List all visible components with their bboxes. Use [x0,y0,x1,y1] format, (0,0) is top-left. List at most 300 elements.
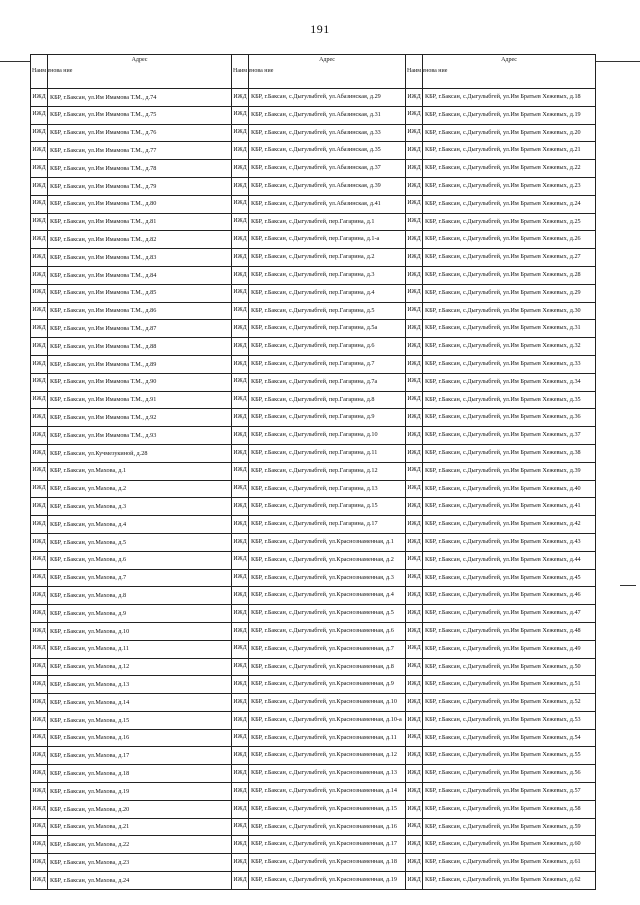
building-type-cell: ИЖД [31,231,48,249]
address-cell: КБР, г.Баксан, с.Дыгулыбгей, ул.Им Братьев Хежевых, д.50 [423,658,596,676]
address-cell: КБР, г.Баксан, ул.Махова, д.13 [48,676,232,694]
building-type-cell: ИЖД [31,694,48,712]
building-type-cell: ИЖД [232,124,249,142]
address-cell: КБР, г.Баксан, с.Дыгулыбгей, ул.Им Братьев Хежевых, д.37 [423,427,596,445]
building-type-cell: ИЖД [406,409,423,427]
table-row [31,587,596,605]
building-type-cell: ИЖД [232,160,249,178]
address-cell: КБР, г.Баксан, с.Дыгулыбгей, ул.Им Братьев Хежевых, д.26 [423,231,596,249]
address-cell: КБР, г.Баксан, с.Дыгулыбгей, ул.Им Братьев Хежевых, д.53 [423,711,596,729]
building-type-cell: ИЖД [31,747,48,765]
building-type-cell: ИЖД [31,800,48,818]
building-type-cell: ИЖД [31,551,48,569]
building-type-cell: ИЖД [31,462,48,480]
address-cell: КБР, г.Баксан, с.Дыгулыбгей, пер.Гагарина, д.12 [249,462,406,480]
building-type-cell: ИЖД [31,836,48,854]
address-cell: КБР, г.Баксан, с.Дыгулыбгей, ул.Краснознаменная, д.4 [249,587,406,605]
building-type-cell: ИЖД [232,854,249,872]
address-cell: КБР, г.Баксан, с.Дыгулыбгей, ул.Краснознаменная, д.11 [249,729,406,747]
building-type-cell: ИЖД [31,480,48,498]
building-type-cell: ИЖД [232,605,249,623]
address-cell: КБР, г.Баксан, с.Дыгулыбгей, пер.Гагарина, д.15 [249,498,406,516]
building-type-cell: ИЖД [406,266,423,284]
table-row [31,729,596,747]
building-type-cell: ИЖД [406,551,423,569]
address-cell: КБР, г.Баксан, ул.Махова, д.14 [48,694,232,712]
header-address-3: Адрес [423,55,596,89]
table-row [31,480,596,498]
table-row [31,320,596,338]
address-cell: КБР, г.Баксан, ул.Махова, д.23 [48,854,232,872]
table-row [31,800,596,818]
address-cell: КБР, г.Баксан, с.Дыгулыбгей, ул.Им Братьев Хежевых, д.40 [423,480,596,498]
address-cell: КБР, г.Баксан, с.Дыгулыбгей, ул.Краснознаменная, д.14 [249,783,406,801]
building-type-cell: ИЖД [232,106,249,124]
building-type-cell: ИЖД [406,711,423,729]
table-row [31,373,596,391]
building-type-cell: ИЖД [31,391,48,409]
address-cell: КБР, г.Баксан, ул.Махова, д.8 [48,587,232,605]
address-cell: КБР, г.Баксан, с.Дыгулыбгей, ул.Им Братьев Хежевых, д.51 [423,676,596,694]
building-type-cell: ИЖД [31,818,48,836]
building-type-cell: ИЖД [31,177,48,195]
building-type-cell: ИЖД [232,142,249,160]
address-cell: КБР, г.Баксан, с.Дыгулыбгей, ул.Им Братьев Хежевых, д.35 [423,391,596,409]
building-type-cell: ИЖД [232,765,249,783]
address-cell: КБР, г.Баксан, с.Дыгулыбгей, ул.Им Братьев Хежевых, д.32 [423,338,596,356]
address-cell: КБР, г.Баксан, с.Дыгулыбгей, ул.Абазинская, д.37 [249,160,406,178]
building-type-cell: ИЖД [232,818,249,836]
building-type-cell: ИЖД [31,266,48,284]
address-cell: КБР, г.Баксан, с.Дыгулыбгей, ул.Им Братьев Хежевых, д.60 [423,836,596,854]
table-header-row [31,55,596,89]
address-cell: КБР, г.Баксан, с.Дыгулыбгей, ул.Им Братьев Хежевых, д.19 [423,106,596,124]
building-type-cell: ИЖД [232,587,249,605]
building-type-cell: ИЖД [31,587,48,605]
building-type-cell: ИЖД [406,462,423,480]
building-type-cell: ИЖД [232,516,249,534]
address-cell: КБР, г.Баксан, с.Дыгулыбгей, ул.Им Братьев Хежевых, д.45 [423,569,596,587]
address-cell: КБР, г.Баксан, ул.Им Имамова Т.М., д.83 [48,249,232,267]
address-cell: КБР, г.Баксан, с.Дыгулыбгей, ул.Им Братьев Хежевых, д.38 [423,444,596,462]
table-row [31,533,596,551]
building-type-cell: ИЖД [406,605,423,623]
building-type-cell: ИЖД [232,320,249,338]
building-type-cell: ИЖД [31,622,48,640]
address-cell: КБР, г.Баксан, ул.Махова, д.1 [48,462,232,480]
address-cell: КБР, г.Баксан, ул.Махова, д.22 [48,836,232,854]
address-cell: КБР, г.Баксан, с.Дыгулыбгей, пер.Гагарина, д.5а [249,320,406,338]
building-type-cell: ИЖД [232,409,249,427]
building-type-cell: ИЖД [406,872,423,890]
address-cell: КБР, г.Баксан, с.Дыгулыбгей, ул.Им Братьев Хежевых, д.31 [423,320,596,338]
building-type-cell: ИЖД [406,516,423,534]
building-type-cell: ИЖД [31,765,48,783]
address-cell: КБР, г.Баксан, ул.Махова, д.10 [48,622,232,640]
table-row [31,711,596,729]
address-cell: КБР, г.Баксан, ул.Махова, д.20 [48,800,232,818]
building-type-cell: ИЖД [232,569,249,587]
building-type-cell: ИЖД [232,355,249,373]
address-cell: КБР, г.Баксан, с.Дыгулыбгей, ул.Им Братьев Хежевых, д.62 [423,872,596,890]
address-cell: КБР, г.Баксан, ул.Им Имамова Т.М., д.74 [48,89,232,107]
building-type-cell: ИЖД [406,213,423,231]
building-type-cell: ИЖД [31,854,48,872]
building-type-cell: ИЖД [232,231,249,249]
building-type-cell: ИЖД [31,142,48,160]
building-type-cell: ИЖД [31,676,48,694]
address-cell: КБР, г.Баксан, с.Дыгулыбгей, ул.Им Братьев Хежевых, д.29 [423,284,596,302]
building-type-cell: ИЖД [406,729,423,747]
building-type-cell: ИЖД [31,284,48,302]
address-cell: КБР, г.Баксан, ул.Махова, д.12 [48,658,232,676]
building-type-cell: ИЖД [232,533,249,551]
margin-rule-left [0,61,30,62]
address-cell: КБР, г.Баксан, с.Дыгулыбгей, ул.Им Братьев Хежевых, д.27 [423,249,596,267]
building-type-cell: ИЖД [232,747,249,765]
header-address-2: Адрес [249,55,406,89]
address-cell: КБР, г.Баксан, с.Дыгулыбгей, ул.Им Братьев Хежевых, д.30 [423,302,596,320]
building-type-cell: ИЖД [232,676,249,694]
building-type-cell: ИЖД [406,676,423,694]
building-type-cell: ИЖД [232,783,249,801]
building-type-cell: ИЖД [406,373,423,391]
address-cell: КБР, г.Баксан, ул.Им Имамова Т.М., д.85 [48,284,232,302]
table-row [31,444,596,462]
address-cell: КБР, г.Баксан, с.Дыгулыбгей, пер.Гагарина, д.7 [249,355,406,373]
address-cell: КБР, г.Баксан, с.Дыгулыбгей, ул.Им Братьев Хежевых, д.22 [423,160,596,178]
building-type-cell: ИЖД [31,213,48,231]
table-row [31,836,596,854]
address-cell: КБР, г.Баксан, с.Дыгулыбгей, пер.Гагарина, д.6 [249,338,406,356]
table-row [31,106,596,124]
building-type-cell: ИЖД [31,320,48,338]
address-cell: КБР, г.Баксан, с.Дыгулыбгей, ул.Им Братьев Хежевых, д.42 [423,516,596,534]
header-type-1: Наим енова ние [31,55,48,89]
address-cell: КБР, г.Баксан, с.Дыгулыбгей, ул.Им Братьев Хежевых, д.36 [423,409,596,427]
address-cell: КБР, г.Баксан, с.Дыгулыбгей, пер.Гагарина, д.10 [249,427,406,445]
address-cell: КБР, г.Баксан, с.Дыгулыбгей, ул.Краснознаменная, д.6 [249,622,406,640]
building-type-cell: ИЖД [232,444,249,462]
address-cell: КБР, г.Баксан, с.Дыгулыбгей, пер.Гагарина, д.13 [249,480,406,498]
building-type-cell: ИЖД [406,569,423,587]
address-cell: КБР, г.Баксан, с.Дыгулыбгей, ул.Им Братьев Хежевых, д.57 [423,783,596,801]
address-table [30,54,596,890]
address-cell: КБР, г.Баксан, с.Дыгулыбгей, ул.Краснознаменная, д.7 [249,640,406,658]
address-cell: КБР, г.Баксан, с.Дыгулыбгей, ул.Краснознаменная, д.17 [249,836,406,854]
address-cell: КБР, г.Баксан, с.Дыгулыбгей, ул.Им Братьев Хежевых, д.56 [423,765,596,783]
table-row [31,213,596,231]
building-type-cell: ИЖД [406,640,423,658]
table-row [31,498,596,516]
address-cell: КБР, г.Баксан, с.Дыгулыбгей, ул.Им Братьев Хежевых, д.24 [423,195,596,213]
address-cell: КБР, г.Баксан, с.Дыгулыбгей, ул.Краснознаменная, д.5 [249,605,406,623]
table-row [31,266,596,284]
address-cell: КБР, г.Баксан, ул.Им Имамова Т.М., д.75 [48,106,232,124]
table-row [31,338,596,356]
building-type-cell: ИЖД [406,302,423,320]
building-type-cell: ИЖД [31,106,48,124]
building-type-cell: ИЖД [406,391,423,409]
address-cell: КБР, г.Баксан, с.Дыгулыбгей, пер.Гагарина, д.5 [249,302,406,320]
building-type-cell: ИЖД [232,373,249,391]
address-cell: КБР, г.Баксан, с.Дыгулыбгей, ул.Абазинская, д.31 [249,106,406,124]
building-type-cell: ИЖД [406,765,423,783]
address-cell: КБР, г.Баксан, ул.Махова, д.21 [48,818,232,836]
building-type-cell: ИЖД [232,266,249,284]
building-type-cell: ИЖД [406,124,423,142]
building-type-cell: ИЖД [406,533,423,551]
building-type-cell: ИЖД [31,872,48,890]
address-cell: КБР, г.Баксан, с.Дыгулыбгей, ул.Им Братьев Хежевых, д.46 [423,587,596,605]
address-cell: КБР, г.Баксан, с.Дыгулыбгей, пер.Гагарина, д.11 [249,444,406,462]
building-type-cell: ИЖД [232,284,249,302]
address-cell: КБР, г.Баксан, ул.Махова, д.5 [48,533,232,551]
address-cell: КБР, г.Баксан, ул.Махова, д.19 [48,783,232,801]
address-cell: КБР, г.Баксан, с.Дыгулыбгей, ул.Им Братьев Хежевых, д.59 [423,818,596,836]
address-cell: КБР, г.Баксан, с.Дыгулыбгей, ул.Им Братьев Хежевых, д.33 [423,355,596,373]
address-cell: КБР, г.Баксан, ул.Махова, д.7 [48,569,232,587]
table-row [31,747,596,765]
table-row [31,694,596,712]
building-type-cell: ИЖД [232,622,249,640]
building-type-cell: ИЖД [406,783,423,801]
address-cell: КБР, г.Баксан, с.Дыгулыбгей, ул.Им Братьев Хежевых, д.34 [423,373,596,391]
address-cell: КБР, г.Баксан, ул.Им Имамова Т.М., д.84 [48,266,232,284]
address-cell: КБР, г.Баксан, с.Дыгулыбгей, ул.Им Братьев Хежевых, д.18 [423,89,596,107]
building-type-cell: ИЖД [31,338,48,356]
address-cell: КБР, г.Баксан, с.Дыгулыбгей, ул.Им Братьев Хежевых, д.43 [423,533,596,551]
address-cell: КБР, г.Баксан, с.Дыгулыбгей, ул.Абазинская, д.29 [249,89,406,107]
address-cell: КБР, г.Баксан, ул.Им Имамова Т.М., д.88 [48,338,232,356]
address-cell: КБР, г.Баксан, с.Дыгулыбгей, ул.Им Братьев Хежевых, д.54 [423,729,596,747]
header-type-3: Наим енова ние [406,55,423,89]
address-cell: КБР, г.Баксан, с.Дыгулыбгей, ул.Абазинская, д.39 [249,177,406,195]
building-type-cell: ИЖД [406,747,423,765]
building-type-cell: ИЖД [406,818,423,836]
table-row [31,462,596,480]
building-type-cell: ИЖД [406,195,423,213]
address-cell: КБР, г.Баксан, с.Дыгулыбгей, ул.Краснознаменная, д.18 [249,854,406,872]
building-type-cell: ИЖД [232,338,249,356]
building-type-cell: ИЖД [232,551,249,569]
table-row [31,284,596,302]
table-row [31,818,596,836]
building-type-cell: ИЖД [406,177,423,195]
address-cell: КБР, г.Баксан, ул.Махова, д.16 [48,729,232,747]
building-type-cell: ИЖД [232,694,249,712]
header-address-1: Адрес [48,55,232,89]
building-type-cell: ИЖД [31,355,48,373]
building-type-cell: ИЖД [232,462,249,480]
building-type-cell: ИЖД [31,569,48,587]
address-cell: КБР, г.Баксан, ул.Им Имамова Т.М., д.77 [48,142,232,160]
address-cell: КБР, г.Баксан, с.Дыгулыбгей, ул.Краснознаменная, д.12 [249,747,406,765]
building-type-cell: ИЖД [406,587,423,605]
building-type-cell: ИЖД [232,729,249,747]
address-cell: КБР, г.Баксан, с.Дыгулыбгей, ул.Им Братьев Хежевых, д.52 [423,694,596,712]
table-row [31,249,596,267]
table-row [31,195,596,213]
table-row [31,551,596,569]
building-type-cell: ИЖД [406,622,423,640]
building-type-cell: ИЖД [31,729,48,747]
building-type-cell: ИЖД [406,444,423,462]
building-type-cell: ИЖД [232,391,249,409]
building-type-cell: ИЖД [406,836,423,854]
building-type-cell: ИЖД [232,872,249,890]
building-type-cell: ИЖД [406,355,423,373]
address-cell: КБР, г.Баксан, с.Дыгулыбгей, ул.Им Братьев Хежевых, д.41 [423,498,596,516]
page-number: 191 [310,22,330,36]
address-cell: КБР, г.Баксан, с.Дыгулыбгей, пер.Гагарина, д.8 [249,391,406,409]
building-type-cell: ИЖД [31,373,48,391]
building-type-cell: ИЖД [31,444,48,462]
building-type-cell: ИЖД [31,498,48,516]
building-type-cell: ИЖД [232,480,249,498]
table-row [31,569,596,587]
building-type-cell: ИЖД [406,694,423,712]
building-type-cell: ИЖД [232,498,249,516]
address-cell: КБР, г.Баксан, с.Дыгулыбгей, ул.Краснознаменная, д.15 [249,800,406,818]
building-type-cell: ИЖД [406,320,423,338]
address-cell: КБР, г.Баксан, с.Дыгулыбгей, ул.Краснознаменная, д.16 [249,818,406,836]
address-cell: КБР, г.Баксан, с.Дыгулыбгей, ул.Им Братьев Хежевых, д.58 [423,800,596,818]
building-type-cell: ИЖД [406,800,423,818]
table-row [31,391,596,409]
building-type-cell: ИЖД [406,142,423,160]
table-row [31,783,596,801]
building-type-cell: ИЖД [232,658,249,676]
address-cell: КБР, г.Баксан, с.Дыгулыбгей, ул.Им Братьев Хежевых, д.23 [423,177,596,195]
address-cell: КБР, г.Баксан, ул.Им Имамова Т.М., д.91 [48,391,232,409]
address-cell: КБР, г.Баксан, с.Дыгулыбгей, ул.Краснознаменная, д.10 [249,694,406,712]
address-cell: КБР, г.Баксан, ул.Махова, д.3 [48,498,232,516]
building-type-cell: ИЖД [406,338,423,356]
header-type-2: Наим енова ние [232,55,249,89]
building-type-cell: ИЖД [31,658,48,676]
table-row [31,89,596,107]
address-cell: КБР, г.Баксан, ул.Им Имамова Т.М., д.79 [48,177,232,195]
address-cell: КБР, г.Баксан, ул.Махова, д.2 [48,480,232,498]
building-type-cell: ИЖД [31,124,48,142]
building-type-cell: ИЖД [232,249,249,267]
building-type-cell: ИЖД [31,533,48,551]
address-cell: КБР, г.Баксан, ул.Им Имамова Т.М., д.90 [48,373,232,391]
building-type-cell: ИЖД [232,836,249,854]
building-type-cell: ИЖД [406,427,423,445]
address-cell: КБР, г.Баксан, с.Дыгулыбгей, ул.Краснознаменная, д.13 [249,765,406,783]
table-row [31,355,596,373]
table-body [31,89,596,890]
building-type-cell: ИЖД [406,284,423,302]
address-cell: КБР, г.Баксан, ул.Махова, д.17 [48,747,232,765]
building-type-cell: ИЖД [232,89,249,107]
table-row [31,142,596,160]
building-type-cell: ИЖД [406,249,423,267]
table-row [31,124,596,142]
building-type-cell: ИЖД [31,783,48,801]
address-cell: КБР, г.Баксан, ул.Им Имамова Т.М., д.81 [48,213,232,231]
table-row [31,658,596,676]
address-cell: КБР, г.Баксан, ул.Кучмезукиной, д.28 [48,444,232,462]
address-cell: КБР, г.Баксан, ул.Им Имамова Т.М., д.93 [48,427,232,445]
address-cell: КБР, г.Баксан, с.Дыгулыбгей, ул.Краснознаменная, д.2 [249,551,406,569]
address-cell: КБР, г.Баксан, с.Дыгулыбгей, ул.Им Братьев Хежевых, д.49 [423,640,596,658]
building-type-cell: ИЖД [31,516,48,534]
building-type-cell: ИЖД [406,480,423,498]
address-cell: КБР, г.Баксан, ул.Им Имамова Т.М., д.82 [48,231,232,249]
address-cell: КБР, г.Баксан, с.Дыгулыбгей, ул.Им Братьев Хежевых, д.55 [423,747,596,765]
building-type-cell: ИЖД [31,605,48,623]
table-row [31,409,596,427]
table-row [31,160,596,178]
building-type-cell: ИЖД [31,409,48,427]
address-cell: КБР, г.Баксан, ул.Им Имамова Т.М., д.89 [48,355,232,373]
address-cell: КБР, г.Баксан, с.Дыгулыбгей, ул.Им Братьев Хежевых, д.39 [423,462,596,480]
building-type-cell: ИЖД [232,213,249,231]
address-cell: КБР, г.Баксан, с.Дыгулыбгей, пер.Гагарина, д.4 [249,284,406,302]
building-type-cell: ИЖД [232,640,249,658]
address-cell: КБР, г.Баксан, с.Дыгулыбгей, пер.Гагарина, д.3 [249,266,406,284]
address-cell: КБР, г.Баксан, с.Дыгулыбгей, ул.Краснознаменная, д.8 [249,658,406,676]
building-type-cell: ИЖД [31,160,48,178]
building-type-cell: ИЖД [232,195,249,213]
margin-tick-mark [620,585,636,586]
address-cell: КБР, г.Баксан, ул.Махова, д.24 [48,872,232,890]
address-cell: КБР, г.Баксан, с.Дыгулыбгей, ул.Им Братьев Хежевых, д.25 [423,213,596,231]
address-cell: КБР, г.Баксан, с.Дыгулыбгей, ул.Краснознаменная, д.1 [249,533,406,551]
building-type-cell: ИЖД [406,160,423,178]
address-cell: КБР, г.Баксан, с.Дыгулыбгей, ул.Абазинская, д.35 [249,142,406,160]
building-type-cell: ИЖД [232,800,249,818]
address-cell: КБР, г.Баксан, ул.Махова, д.15 [48,711,232,729]
building-type-cell: ИЖД [406,854,423,872]
address-cell: КБР, г.Баксан, с.Дыгулыбгей, ул.Им Братьев Хежевых, д.21 [423,142,596,160]
address-cell: КБР, г.Баксан, ул.Им Имамова Т.М., д.92 [48,409,232,427]
address-cell: КБР, г.Баксан, с.Дыгулыбгей, ул.Краснознаменная, д.19 [249,872,406,890]
address-cell: КБР, г.Баксан, ул.Им Имамова Т.М., д.86 [48,302,232,320]
building-type-cell: ИЖД [31,302,48,320]
table-row [31,302,596,320]
table-row [31,231,596,249]
building-type-cell: ИЖД [31,195,48,213]
building-type-cell: ИЖД [31,249,48,267]
building-type-cell: ИЖД [232,427,249,445]
table-row [31,622,596,640]
table-row [31,640,596,658]
table-row [31,427,596,445]
address-cell: КБР, г.Баксан, с.Дыгулыбгей, ул.Краснознаменная, д.10-а [249,711,406,729]
margin-rule-right [596,61,640,62]
address-cell: КБР, г.Баксан, с.Дыгулыбгей, пер.Гагарина, д.9 [249,409,406,427]
table-row [31,177,596,195]
table-row [31,516,596,534]
address-cell: КБР, г.Баксан, с.Дыгулыбгей, ул.Абазинская, д.41 [249,195,406,213]
address-cell: КБР, г.Баксан, с.Дыгулыбгей, ул.Им Братьев Хежевых, д.47 [423,605,596,623]
address-cell: КБР, г.Баксан, с.Дыгулыбгей, ул.Абазинская, д.33 [249,124,406,142]
address-cell: КБР, г.Баксан, с.Дыгулыбгей, ул.Им Братьев Хежевых, д.61 [423,854,596,872]
address-cell: КБР, г.Баксан, ул.Им Имамова Т.М., д.76 [48,124,232,142]
building-type-cell: ИЖД [31,711,48,729]
building-type-cell: ИЖД [31,427,48,445]
building-type-cell: ИЖД [406,231,423,249]
building-type-cell: ИЖД [232,177,249,195]
address-cell: КБР, г.Баксан, ул.Махова, д.18 [48,765,232,783]
building-type-cell: ИЖД [406,498,423,516]
building-type-cell: ИЖД [406,89,423,107]
address-cell: КБР, г.Баксан, с.Дыгулыбгей, ул.Краснознаменная, д.9 [249,676,406,694]
